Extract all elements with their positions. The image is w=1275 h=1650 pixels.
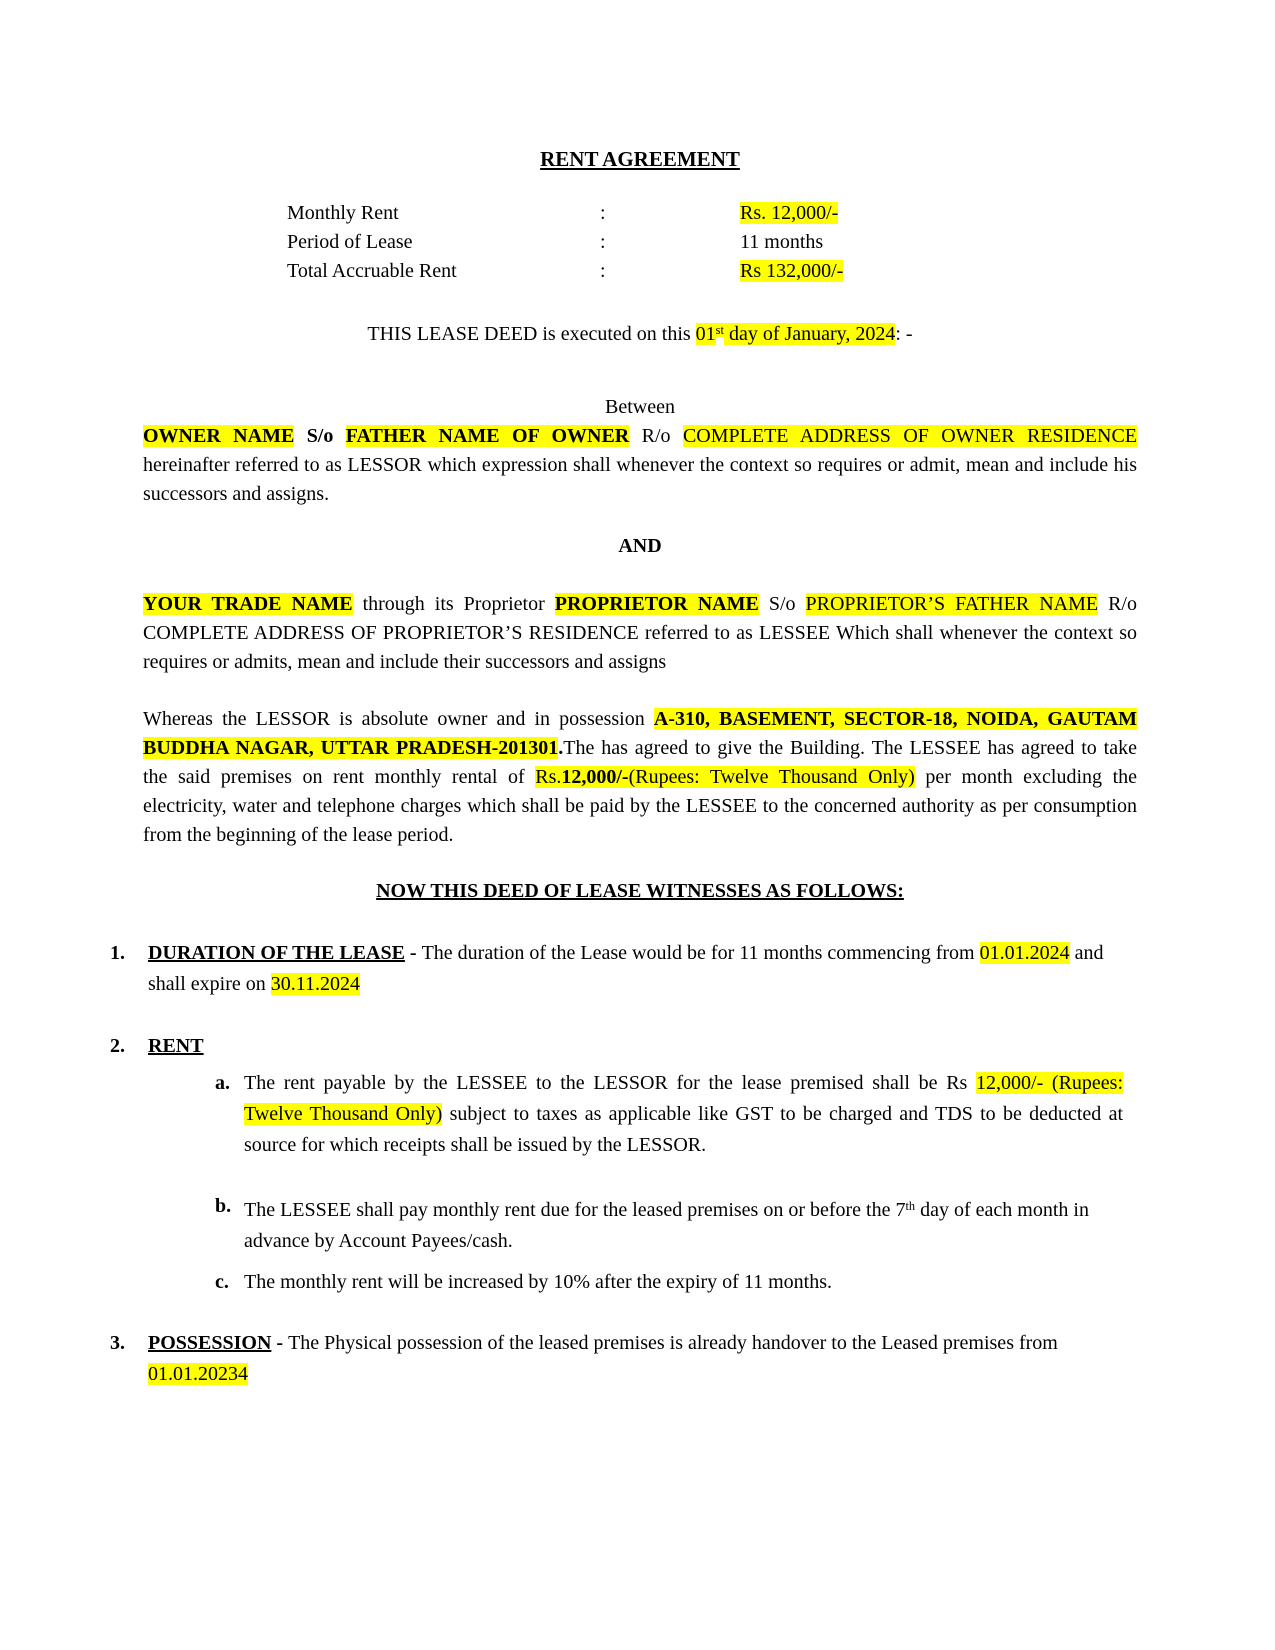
- subclause-body: The rent payable by the LESSEE to the LESSOR for the lease premised shall be Rs 12,000/- (Rupees: Twelve Thousand Only) subject to taxes as applicable like GST to be charged and TDS to be deducted at source for which receipts shall be issued by the LESSOR.: [244, 1072, 1124, 1157]
- rent-row-label: Period of Lease: [287, 231, 413, 253]
- clause-rent: [110, 1031, 1137, 1062]
- subclause-letter: c.: [215, 1271, 229, 1294]
- clause-number: 1.: [110, 942, 125, 965]
- clause-body: DURATION OF THE LEASE - The duration of the Lease would be for 11 months commencing from 01.01.2024 and shall expire on 30.11.2024: [148, 942, 1104, 996]
- execution-date-line: THIS LEASE DEED is executed on this 01st day of January, 2024: -: [367, 323, 913, 346]
- clause-list: [110, 938, 1137, 1390]
- clause-body: RENT: [148, 1035, 204, 1058]
- clause-duration-of-lease: [110, 938, 1137, 1000]
- rent-summary-row-period-of-lease: [143, 228, 1137, 257]
- rent-row-label: Total Accruable Rent: [287, 260, 457, 282]
- clause-body: POSSESSION - The Physical possession of the leased premises is already handover to the Leased premises from 01.01.20234: [148, 1332, 1058, 1386]
- rent-row-value: 11 months: [740, 231, 824, 253]
- clause-number: 3.: [110, 1332, 125, 1355]
- document-title: RENT AGREEMENT: [540, 147, 740, 171]
- rent-row-label: Monthly Rent: [287, 202, 399, 224]
- rent-row-value: Rs 132,000/-: [740, 260, 844, 282]
- rent-summary-table: [143, 199, 1137, 286]
- subclause-rent-a: [215, 1068, 1123, 1161]
- subclause-body: The LESSEE shall pay monthly rent due for the leased premises on or before the 7th day of each month in advance by Account Payees/cash.: [244, 1199, 1089, 1253]
- subclause-rent-c: [215, 1267, 1123, 1298]
- subclause-letter: a.: [215, 1072, 230, 1095]
- subclause-rent-b: [215, 1191, 1123, 1257]
- between-label: Between: [605, 396, 675, 419]
- rent-row-separator: :: [600, 260, 606, 282]
- and-label: AND: [618, 535, 662, 558]
- rent-summary-row-total-accruable-rent: [143, 257, 1137, 286]
- subclause-letter: b.: [215, 1195, 232, 1218]
- clause-possession: [110, 1328, 1137, 1390]
- whereas-paragraph: Whereas the LESSOR is absolute owner and in possession A-310, BASEMENT, SECTOR-18, NOIDA, GAUTAM BUDDHA NAGAR, UTTAR PRADESH-201301.The has agreed to give the Building. The LESSEE has agreed to take the said premises on rent monthly rental of Rs.12,000/-(Rupees: Twelve Thousand Only) per month excluding the electricity, water and telephone charges which shall be paid by the LESSEE to the concerned authority as per consumption from the beginning of the lease period.: [143, 708, 1138, 847]
- clause-number: 2.: [110, 1035, 125, 1058]
- rent-row-separator: :: [600, 231, 606, 253]
- rent-row-value: Rs. 12,000/-: [740, 202, 839, 224]
- lessor-paragraph: OWNER NAME S/o FATHER NAME OF OWNER R/o COMPLETE ADDRESS OF OWNER RESIDENCE hereinafter referred to as LESSOR which expression shall whenever the context so requires or admit, mean and include his successors and assigns.: [143, 425, 1138, 506]
- witness-heading: NOW THIS DEED OF LEASE WITNESSES AS FOLLOWS:: [376, 880, 904, 903]
- subclause-body: The monthly rent will be increased by 10% after the expiry of 11 months.: [244, 1271, 832, 1294]
- rent-summary-row-monthly-rent: [143, 199, 1137, 228]
- lessee-paragraph: YOUR TRADE NAME through its Proprietor PROPRIETOR NAME S/o PROPRIETOR’S FATHER NAME R/o COMPLETE ADDRESS OF PROPRIETOR’S RESIDENCE referred to as LESSEE Which shall whenever the context so requires or admits, mean and include their successors and assigns: [143, 593, 1137, 674]
- rent-row-separator: :: [600, 202, 606, 224]
